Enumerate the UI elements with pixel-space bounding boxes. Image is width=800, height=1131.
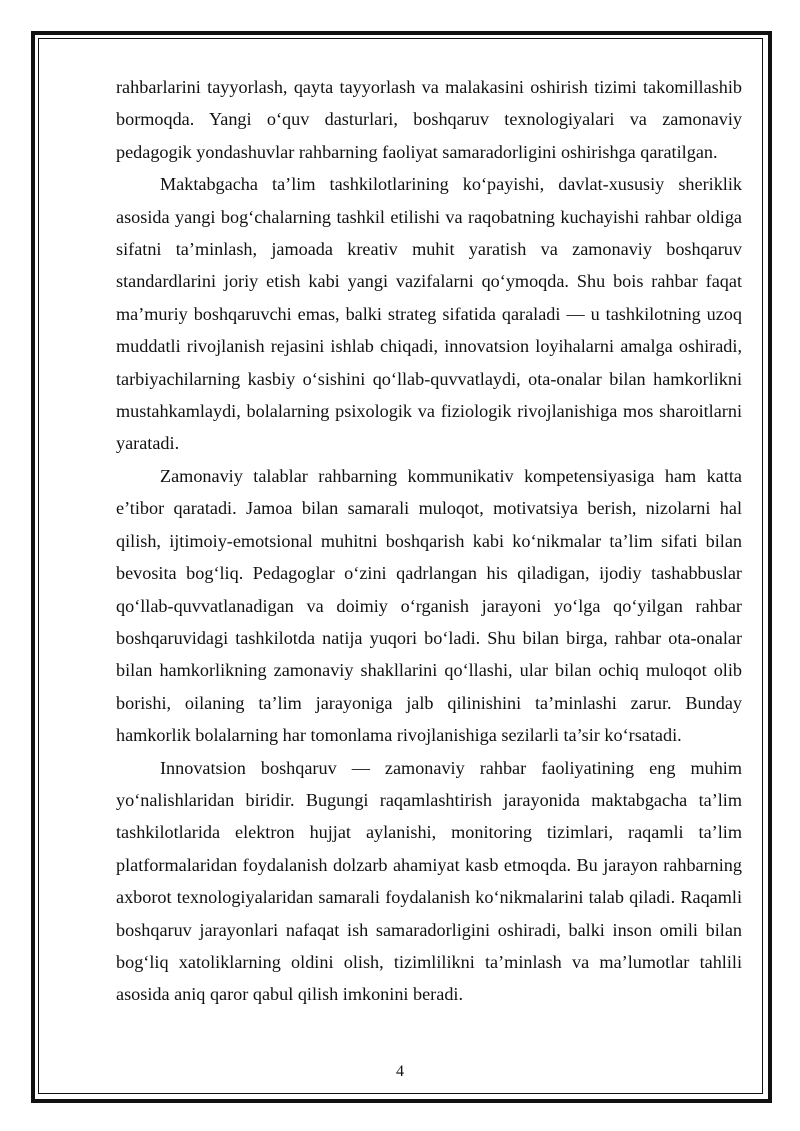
document-body xyxy=(116,71,742,1011)
paragraph-communicative-competence: Zamonaviy talablar rahbarning kommunikativ kompetensiyasiga ham katta e’tibor qaratadi. Jamoa bilan samarali muloqot, motivatsiya berish, nizolarni hal qilish, ijtimoiy-emotsional muhitni boshqarish kabi ko‘nikmalar ta’lim sifati bilan bevosita bog‘liq. Pedagoglar o‘zini qadrlangan his qiladigan, ijodiy tashabbuslar qo‘llab-quvvatlanadigan va doimiy o‘rganish jarayoni yo‘lga qo‘yilgan rahbar boshqaruvidagi tashkilotda natija yuqori bo‘ladi. Shu bilan birga, rahbar ota-onalar bilan hamkorlikning zamonaviy shakllarini qo‘llashi, ular bilan ochiq muloqot olib borishi, oilaning ta’lim jarayoniga jalb qilinishini ta’minlashi zarur. Bunday hamkorlik bolalarning har tomonlama rivojlanishiga sezilarli ta’sir ko‘rsatadi. xyxy=(116,465,742,746)
paragraph-continuation: rahbarlarini tayyorlash, qayta tayyorlash va malakasini oshirish tizimi takomillashib bormoqda. Yangi o‘quv dasturlari, boshqaruv texnologiyalari va zamonaviy pedagogik yondashuvlar rahbarning faoliyat samaradorligini oshirishga qaratilgan. xyxy=(116,77,742,162)
paragraph-innovative-management: Innovatsion boshqaruv — zamonaviy rahbar faoliyatining eng muhim yo‘nalishlaridan biridir. Bugungi raqamlashtirish jarayonida maktabgacha ta’lim tashkilotlarida elektron hujjat aylanishi, monitoring tizimlari, raqamli ta’lim platformalaridan foydalanish dolzarb ahamiyat kasb etmoqda. Bu jarayon rahbarning axborot texnologiyalaridan samarali foydalanish ko‘nikmalarini talab qiladi. Raqamli boshqaruv jarayonlari nafaqat ish samaradorligini oshiradi, balki inson omili bilan bog‘liq xatoliklarning oldini olish, tizimlilikni ta’minlash va ma’lumotlar tahlili asosida aniq qaror qabul qilish imkonini beradi. xyxy=(116,757,742,1005)
page-number: 4 xyxy=(396,1063,404,1080)
paragraph-preschool-leadership: Maktabgacha ta’lim tashkilotlarining ko‘payishi, davlat-xususiy sheriklik asosida yangi bog‘chalarning tashkil etilishi va raqobatning kuchayishi rahbar oldiga sifatni ta’minlash, jamoada kreativ muhit yaratish va zamonaviy boshqaruv standardlarini joriy etish kabi yangi vazifalarni qo‘ymoqda. Shu bois rahbar faqat ma’muriy boshqaruvchi emas, balki strateg sifatida qaraladi — u tashkilotning uzoq muddatli rivojlanish rejasini ishlab chiqadi, innovatsion loyihalarni amalga oshiradi, tarbiyachilarning kasbiy o‘sishini qo‘llab-quvvatlaydi, ota-onalar bilan hamkorlikni mustahkamlaydi, bolalarning psixologik va fiziologik rivojlanishiga mos sharoitlarni yaratadi. xyxy=(116,174,742,454)
